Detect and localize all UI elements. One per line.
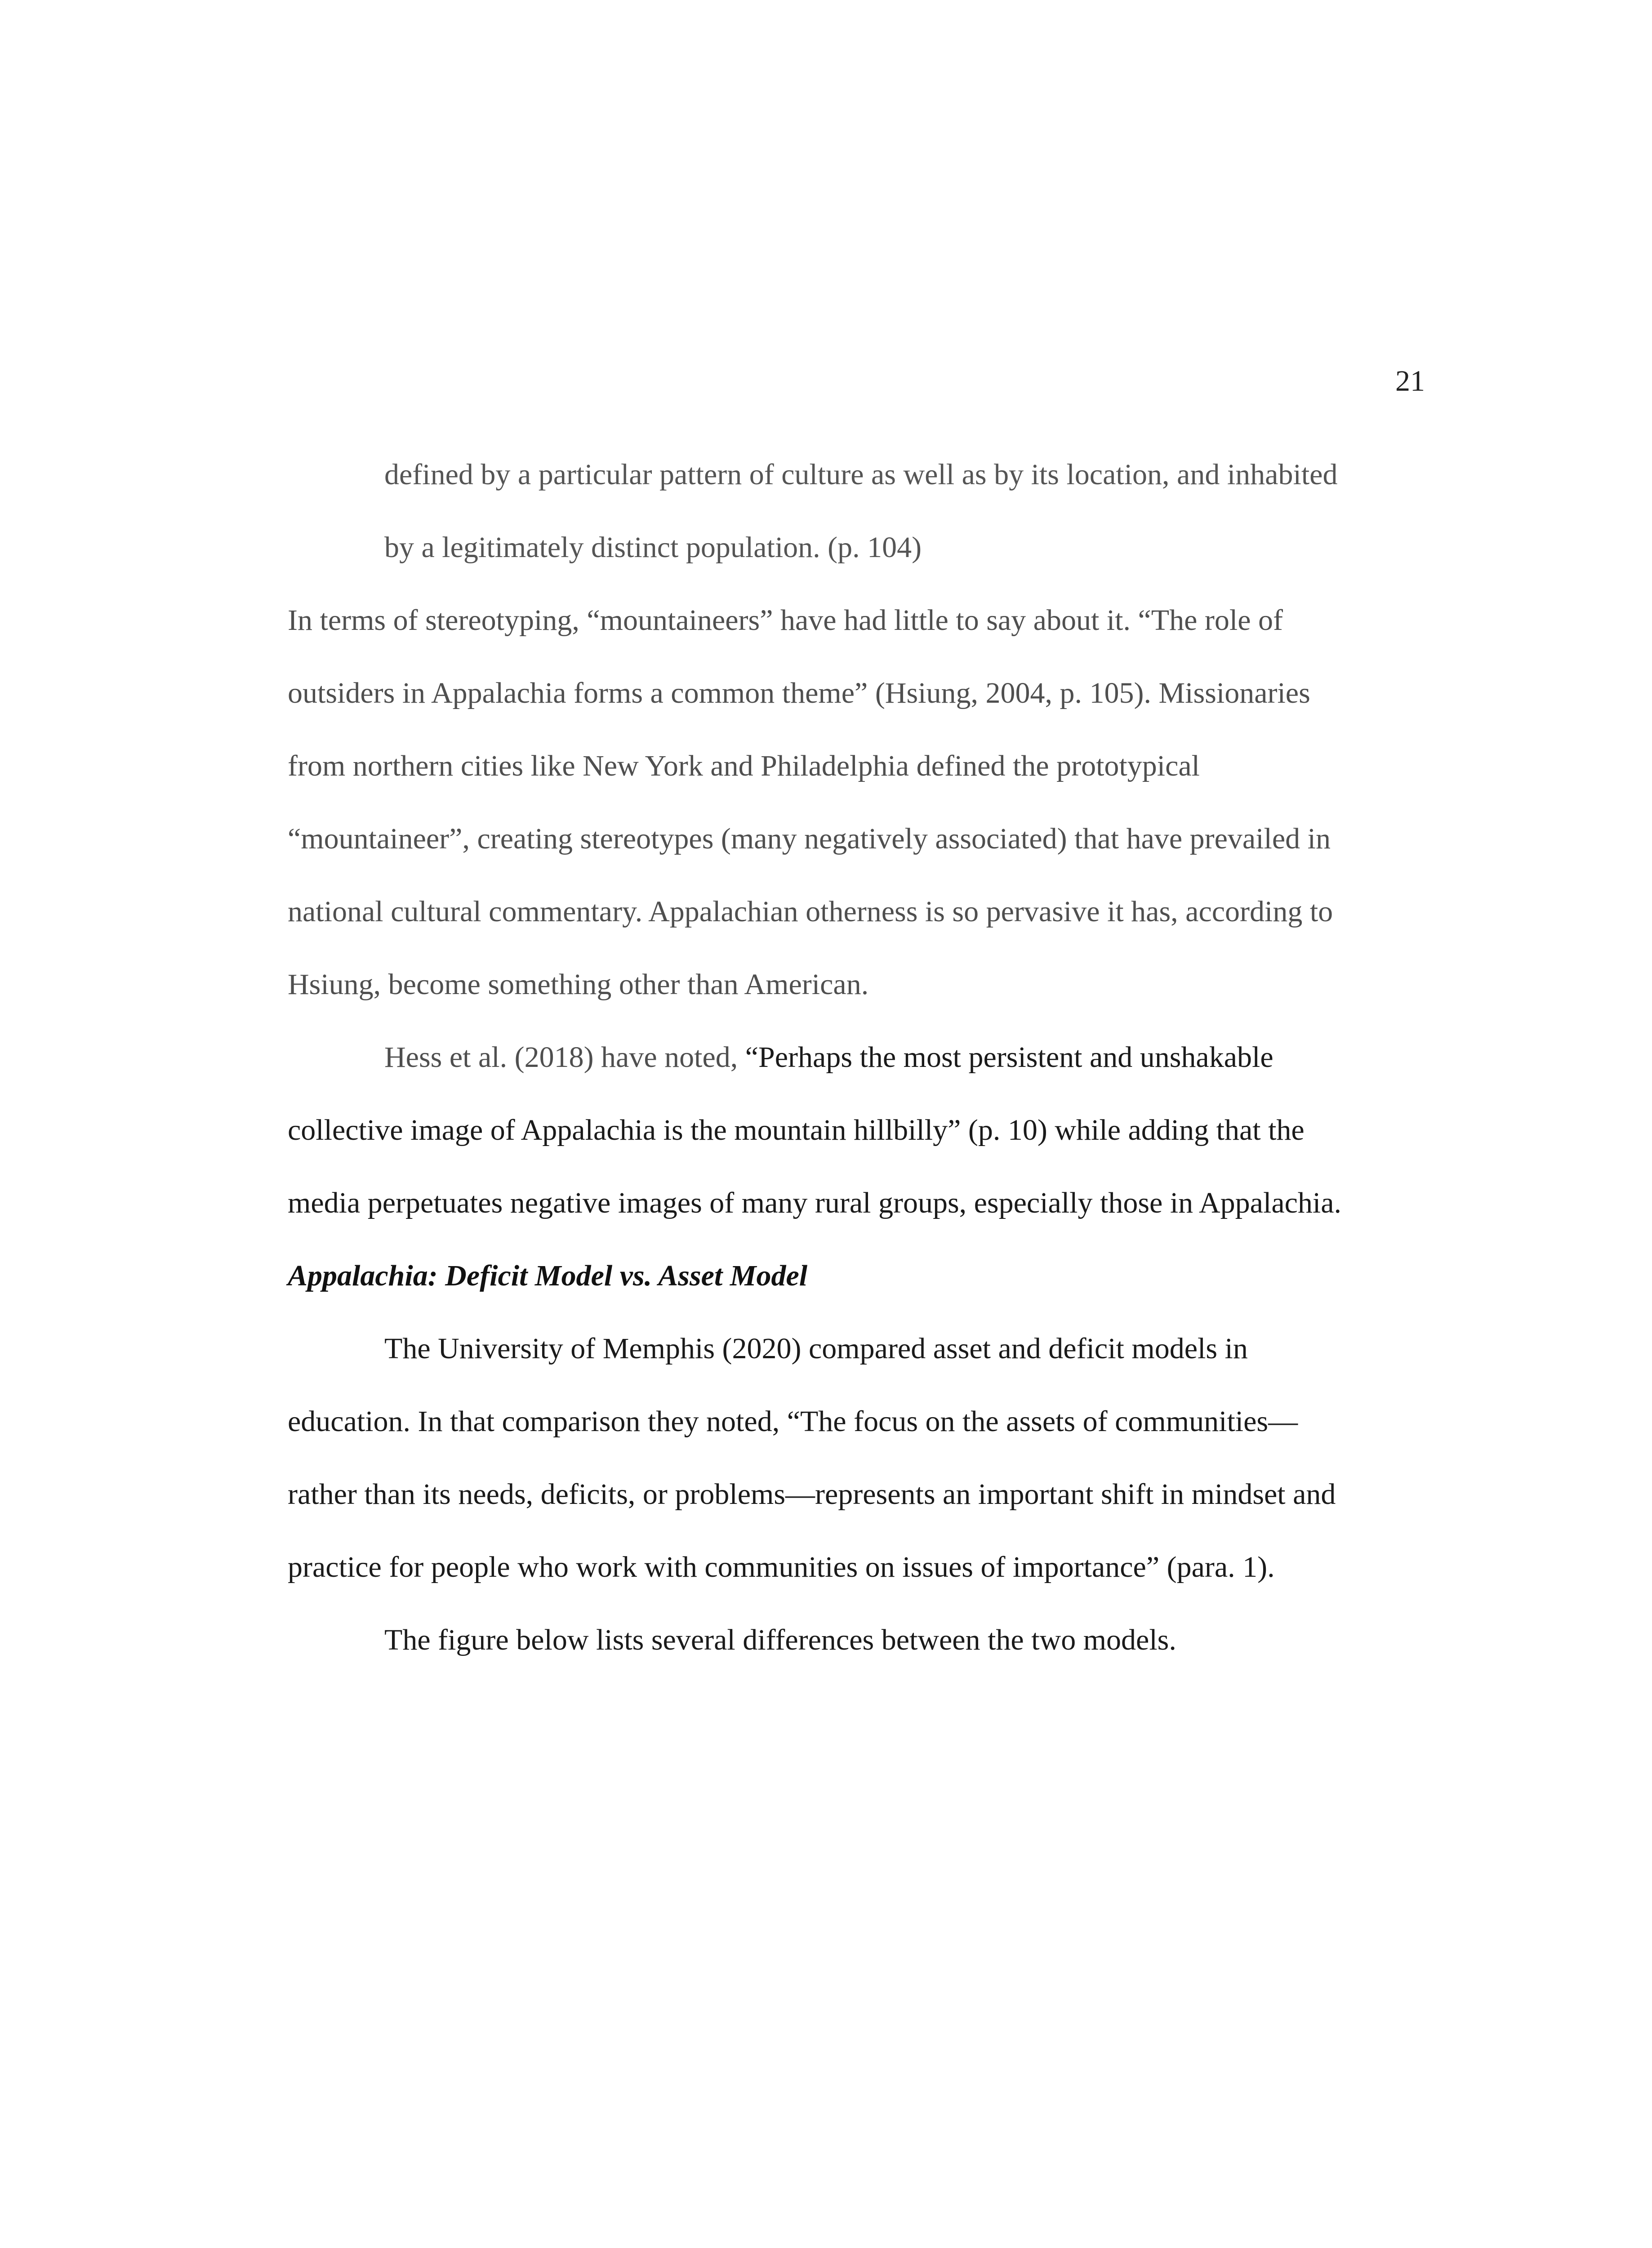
paragraph-memphis xyxy=(288,1312,1438,1604)
paragraph-line: from northern cities like New York and Philadelphia defined the prototypical xyxy=(288,749,1200,782)
section-heading: Appalachia: Deficit Model vs. Asset Model xyxy=(288,1259,808,1292)
paragraph-line: collective image of Appalachia is the mountain hillbilly” (p. 10) while adding that the xyxy=(288,1114,1305,1146)
paragraph-line: rather than its needs, deficits, or problems—represents an important shift in mindset and xyxy=(288,1478,1336,1511)
paragraph-line: outsiders in Appalachia forms a common theme” (Hsiung, 2004, p. 105). Missionaries xyxy=(288,677,1310,709)
page-number: 21 xyxy=(1395,365,1425,397)
paragraph-line: “mountaineer”, creating stereotypes (many negatively associated) that have prevailed in xyxy=(288,822,1331,855)
paragraph-line: In terms of stereotyping, “mountaineers” have had little to say about it. “The role of xyxy=(288,604,1283,637)
block-quote-line: defined by a particular pattern of culture as well as by its location, and inhabited xyxy=(384,458,1338,491)
paragraph-hess xyxy=(288,1021,1438,1240)
paragraph-line xyxy=(288,1021,1438,1094)
paragraph-line: practice for people who work with communities on issues of importance” (para. 1). xyxy=(288,1551,1275,1583)
paragraph-line: media perpetuates negative images of many rural groups, especially those in Appalachia. xyxy=(288,1186,1342,1219)
paragraph-line: The University of Memphis (2020) compared asset and deficit models in xyxy=(384,1332,1248,1365)
block-quote-line: by a legitimately distinct population. (p. 104) xyxy=(384,531,922,564)
document-body xyxy=(288,438,1438,1677)
hess-citation-lead: Hess et al. (2018) have noted, xyxy=(384,1041,745,1074)
paragraph-figure-intro: The figure below lists several differences between the two models. xyxy=(384,1624,1176,1656)
paragraph-line: Hsiung, become something other than American. xyxy=(288,968,869,1001)
paragraph-line: education. In that comparison they noted, “The focus on the assets of communities— xyxy=(288,1405,1298,1438)
paragraph-stereotyping xyxy=(288,584,1438,1021)
block-quote xyxy=(288,438,1438,584)
paragraph-line: national cultural commentary. Appalachian otherness is so pervasive it has, according to xyxy=(288,895,1333,928)
hess-quote-start: “Perhaps the most persistent and unshakable xyxy=(745,1041,1274,1074)
